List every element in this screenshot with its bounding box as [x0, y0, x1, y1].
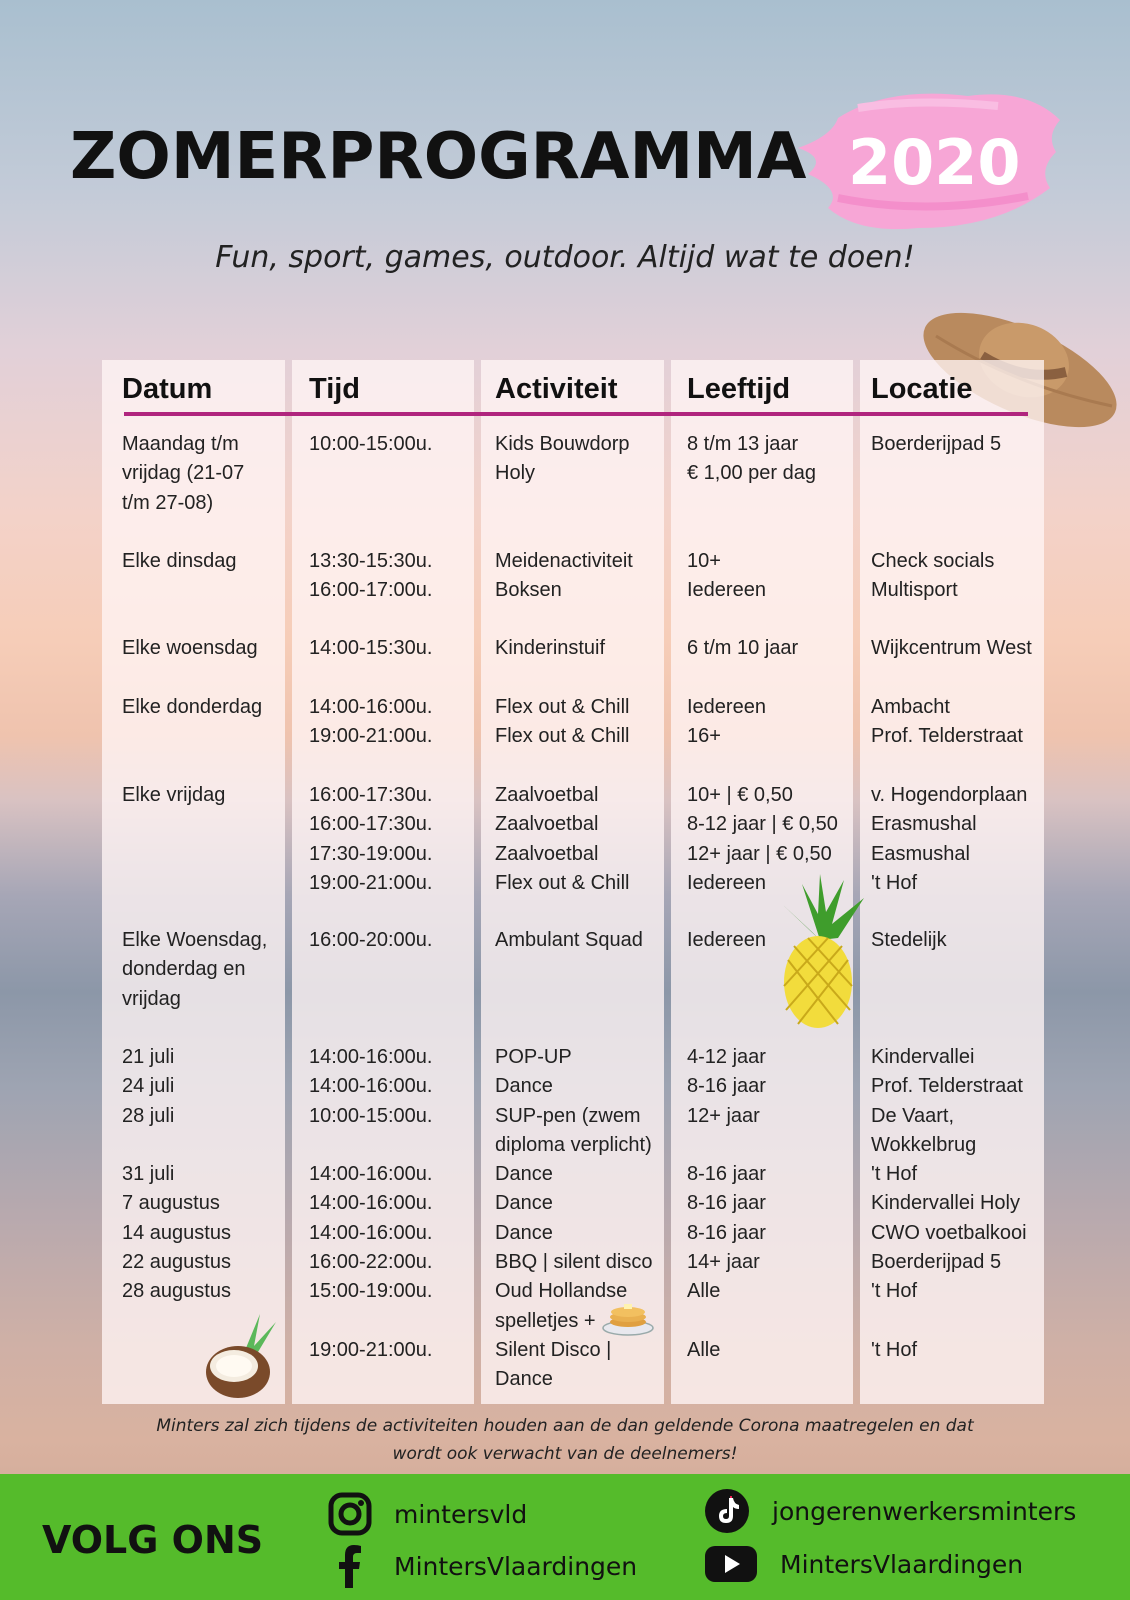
youtube-handle: MintersVlaardingen [780, 1549, 1024, 1579]
instagram-handle: mintersvld [394, 1499, 528, 1529]
cell-locatie: Boerderijpad 5 [871, 433, 1002, 455]
cell-locatie: v. Hogendorplaan Erasmushal Easmushal 't Hof [871, 784, 1028, 894]
cell-tijd: 10:00-15:00u. [309, 433, 433, 455]
header-divider [124, 412, 1028, 416]
cell-tijd: 14:00-16:00u. 14:00-16:00u. 10:00-15:00u. 14:00-16:00u. 14:00-16:00u. 14:00-16:00u. 16:00-22:00u. 15:00-19:00u. 19:00-21:00u. [309, 1046, 433, 1361]
page-title: ZOMERPROGRAMMA [70, 120, 807, 194]
cell-tijd: 14:00-16:00u. 19:00-21:00u. [309, 696, 433, 748]
pancake-icon [602, 1300, 654, 1336]
cell-activiteit: POP-UP Dance SUP-pen (zwem diploma verplicht) Dance Dance Dance BBQ | silent disco Oud Hollandse spelletjes + Silent Disco | Dance [495, 1046, 653, 1391]
cell-leeftijd: 8 t/m 13 jaar € 1,00 per dag [687, 433, 816, 485]
cell-datum: Elke woensdag [122, 637, 258, 659]
column-header-tijd: Tijd [309, 373, 361, 405]
corona-note: Minters zal zich tijdens de activiteiten houden aan de dan geldende Corona maatregelen en dat wordt ook verwacht van de deelnemers! [156, 1416, 974, 1464]
tiktok-handle: jongerenwerkersminters [772, 1496, 1077, 1526]
follow-us-label: VOLG ONS [42, 1518, 264, 1562]
column-header-datum: Datum [122, 373, 213, 405]
cell-leeftijd: 6 t/m 10 jaar [687, 637, 799, 659]
cell-tijd: 16:00-17:30u. 16:00-17:30u. 17:30-19:00u. 19:00-21:00u. [309, 784, 433, 894]
cell-tijd: 13:30-15:30u. 16:00-17:00u. [309, 550, 433, 602]
instagram-icon [328, 1492, 372, 1536]
cell-datum: Elke vrijdag [122, 784, 226, 806]
cell-datum: Elke donderdag [122, 696, 263, 718]
cell-locatie: Stedelijk [871, 929, 947, 951]
cell-activiteit: Meidenactiviteit Boksen [495, 550, 633, 602]
facebook-handle: MintersVlaardingen [394, 1551, 638, 1581]
subtitle: Fun, sport, games, outdoor. Altijd wat te doen! [215, 240, 915, 275]
cell-locatie: Ambacht Prof. Telderstraat [871, 696, 1023, 748]
cell-leeftijd: 10+ | € 0,50 8-12 jaar | € 0,50 12+ jaar | € 0,50 Iedereen [687, 784, 838, 894]
cell-leeftijd: 4-12 jaar 8-16 jaar 12+ jaar 8-16 jaar 8-16 jaar 8-16 jaar 14+ jaar Alle Alle [687, 1046, 766, 1361]
cell-locatie: Wijkcentrum West [871, 637, 1032, 659]
tiktok-link[interactable] [704, 1488, 1076, 1534]
cell-leeftijd: 10+ Iedereen [687, 550, 766, 602]
youtube-link[interactable] [704, 1544, 1023, 1584]
cell-leeftijd: Iedereen 16+ [687, 696, 766, 748]
column-header-leeftijd: Leeftijd [687, 373, 791, 405]
column-header-activiteit: Activiteit [495, 373, 618, 405]
cell-activiteit: Zaalvoetbal Zaalvoetbal Zaalvoetbal Flex out & Chill [495, 784, 630, 894]
footer-bar [0, 1474, 1130, 1600]
cell-locatie: Check socials Multisport [871, 550, 995, 602]
column-header-locatie: Locatie [871, 373, 973, 405]
cell-datum: 21 juli 24 juli 28 juli 31 juli 7 augustus 14 augustus 22 augustus 28 augustus [122, 1046, 231, 1303]
cell-activiteit: Flex out & Chill Flex out & Chill [495, 696, 630, 748]
facebook-link[interactable] [328, 1544, 637, 1588]
cell-tijd: 16:00-20:00u. [309, 929, 433, 951]
cell-activiteit: Kinderinstuif [495, 637, 606, 659]
cell-datum: Elke Woensdag, donderdag en vrijdag [122, 929, 268, 1010]
cell-locatie: Kindervallei Prof. Telderstraat De Vaart, Wokkelbrug 't Hof Kindervallei Holy CWO voetbalkooi Boerderijpad 5 't Hof 't Hof [871, 1046, 1027, 1361]
cell-datum: Maandag t/m vrijdag (21-07 t/m 27-08) [122, 433, 245, 514]
pineapple-icon [772, 874, 868, 1030]
instagram-link[interactable] [328, 1492, 527, 1536]
facebook-icon [328, 1544, 372, 1588]
cell-datum: Elke dinsdag [122, 550, 237, 572]
cell-tijd: 14:00-15:30u. [309, 637, 433, 659]
cell-activiteit: Ambulant Squad [495, 929, 643, 951]
tiktok-icon [704, 1488, 750, 1534]
coconut-icon [204, 1308, 284, 1402]
cell-leeftijd: Iedereen [687, 929, 766, 951]
year-badge [798, 78, 1068, 238]
youtube-icon [704, 1544, 758, 1584]
cell-activiteit: Kids Bouwdorp Holy [495, 433, 630, 485]
year-label: 2020 [848, 126, 1021, 199]
